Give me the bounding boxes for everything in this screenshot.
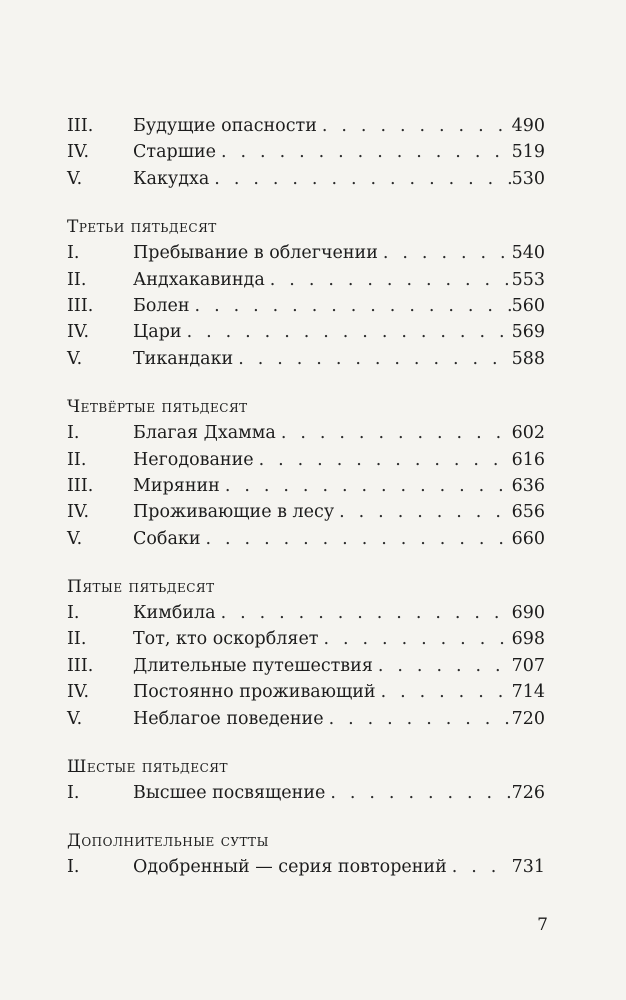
dot-leader: [216, 139, 512, 165]
toc-entry: [67, 600, 545, 626]
toc-entry-title: Неблагое поведение: [133, 708, 324, 729]
dot-leader: [324, 706, 512, 732]
toc-section-heading: Пятые пятьдесят: [67, 577, 215, 598]
toc-entry: [67, 240, 545, 266]
toc-section-heading: Дополнительные сутты: [67, 831, 269, 852]
toc-entry-title: Высшее посвящение: [133, 783, 326, 804]
toc-entry-number: II.: [67, 269, 87, 290]
toc-entry-page: 714: [511, 682, 545, 703]
toc-entry-number: V.: [67, 528, 83, 549]
toc-entry-page: 636: [511, 475, 545, 496]
dot-leader: [276, 420, 512, 446]
toc-entry: [67, 447, 545, 473]
toc-entry: [67, 526, 545, 552]
toc-entry: [67, 293, 545, 319]
toc-entry-page: 553: [511, 269, 545, 290]
toc-entry: [67, 706, 545, 732]
toc-entry-page: 731: [511, 857, 545, 878]
toc-entry: [67, 499, 545, 525]
toc-entry-page: 656: [511, 502, 545, 523]
toc-entry-page: 690: [511, 603, 545, 624]
toc-entry: [67, 166, 545, 192]
toc-entry-title: Старшие: [133, 142, 216, 163]
toc-entry: [67, 626, 545, 652]
toc-entry-number: I.: [67, 783, 80, 804]
toc-entry: [67, 346, 545, 372]
dot-leader: [265, 267, 512, 293]
toc-entry-page: 707: [511, 655, 545, 676]
dot-leader: [220, 473, 512, 499]
toc-entry-title: Тот, кто оскорбляет: [133, 629, 319, 650]
toc-entry-number: III.: [67, 295, 94, 316]
toc-section: [67, 214, 545, 372]
page-number: 7: [537, 915, 548, 935]
toc-entry-page: 588: [511, 348, 545, 369]
toc-entry-title: Одобренный — серия повторений: [133, 857, 447, 878]
dot-leader: [216, 600, 512, 626]
toc-entry-number: IV.: [67, 502, 90, 523]
toc-entry-number: V.: [67, 168, 83, 189]
toc-section-heading: Третьи пятьдесят: [67, 217, 217, 238]
dot-leader: [447, 854, 512, 880]
dot-leader: [376, 679, 512, 705]
toc-entry-number: III.: [67, 116, 94, 136]
toc-entry-page: 569: [511, 322, 545, 343]
toc-entry-page: 560: [511, 295, 545, 316]
toc-entry-title: Длительные путешествия: [133, 655, 373, 676]
toc-entry-page: 726: [511, 783, 545, 804]
toc-entry-title: Негодование: [133, 449, 254, 470]
toc-entry-page: 530: [511, 168, 545, 189]
toc-entry-title: Кимбила: [133, 603, 216, 624]
toc-entry-number: I.: [67, 423, 80, 444]
toc-entry-title: Благая Дхамма: [133, 423, 276, 444]
dot-leader: [254, 447, 512, 473]
toc-entry: [67, 113, 545, 139]
toc-entry-title: Собаки: [133, 528, 201, 549]
toc-section-heading: Четвёртые пятьдесят: [67, 397, 248, 418]
dot-leader: [190, 293, 512, 319]
toc-entry-title: Мирянин: [133, 475, 220, 496]
dot-leader: [317, 113, 512, 139]
toc-entry-title: Цари: [133, 322, 182, 343]
table-of-contents: [67, 113, 545, 903]
dot-leader: [373, 653, 512, 679]
dot-leader: [318, 626, 511, 652]
toc-entry-title: Постоянно проживающий: [133, 682, 376, 703]
dot-leader: [201, 526, 512, 552]
toc-entry-number: I.: [67, 243, 80, 264]
toc-entry-title: Какудха: [133, 168, 210, 189]
toc-entry-title: Проживающие в лесу: [133, 502, 335, 523]
toc-entry: [67, 319, 545, 345]
toc-entry-title: Будущие опасности: [133, 116, 317, 136]
toc-entry-number: V.: [67, 348, 83, 369]
toc-entry: [67, 420, 545, 446]
toc-section: [67, 574, 545, 732]
dot-leader: [233, 346, 511, 372]
toc-entry-number: III.: [67, 475, 94, 496]
toc-entry-number: I.: [67, 603, 80, 624]
dot-leader: [209, 166, 511, 192]
toc-entry-title: Андхакавинда: [133, 269, 265, 290]
toc-section: [67, 828, 545, 880]
toc-entry: [67, 854, 545, 880]
toc-entry: [67, 780, 545, 806]
toc-entry-title: Болен: [133, 295, 190, 316]
toc-entry-page: 490: [511, 116, 545, 136]
toc-entry: [67, 679, 545, 705]
toc-section: [67, 754, 545, 806]
toc-entry-number: V.: [67, 708, 83, 729]
toc-entry-page: 540: [511, 243, 545, 264]
toc-entry-page: 720: [511, 708, 545, 729]
dot-leader: [378, 240, 512, 266]
toc-section-heading: Шестые пятьдесят: [67, 757, 228, 778]
toc-section: [67, 394, 545, 552]
toc-entry-title: Тикандаки: [133, 348, 234, 369]
toc-entry: [67, 139, 545, 165]
toc-entry-number: I.: [67, 857, 80, 878]
toc-entry-page: 519: [511, 142, 545, 163]
toc-entry-page: 698: [511, 629, 545, 650]
toc-entry-page: 660: [511, 528, 545, 549]
toc-entry-number: IV.: [67, 682, 90, 703]
dot-leader: [334, 499, 511, 525]
toc-entry: [67, 473, 545, 499]
toc-entry-number: II.: [67, 629, 87, 650]
toc-entry-title: Пребывание в облегчении: [133, 243, 378, 264]
toc-entry: [67, 653, 545, 679]
dot-leader: [325, 780, 511, 806]
toc-entry-number: IV.: [67, 142, 90, 163]
toc-entry-number: III.: [67, 655, 94, 676]
toc-section: [67, 113, 545, 192]
toc-entry-page: 616: [511, 449, 545, 470]
dot-leader: [182, 319, 512, 345]
toc-entry: [67, 267, 545, 293]
toc-entry-number: IV.: [67, 322, 90, 343]
toc-entry-page: 602: [511, 423, 545, 444]
toc-entry-number: II.: [67, 449, 87, 470]
